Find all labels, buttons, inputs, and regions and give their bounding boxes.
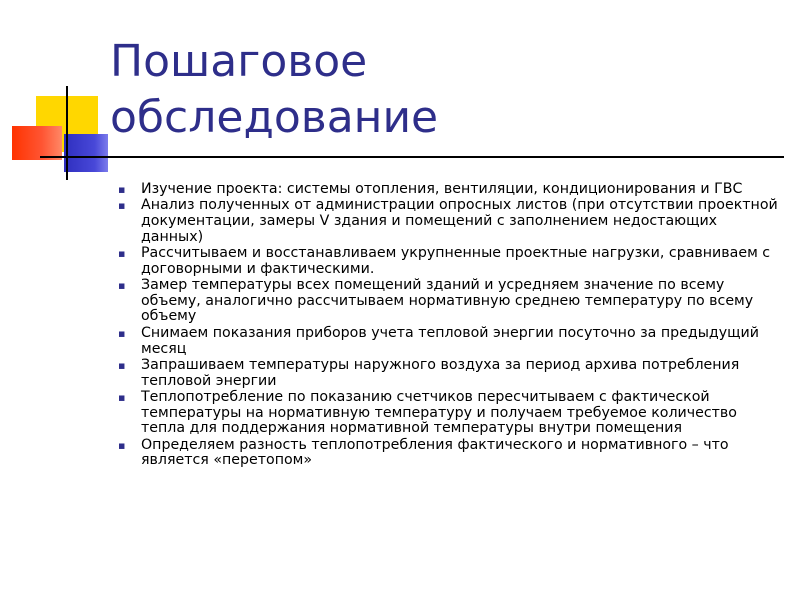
bullet-square-icon: ▪ <box>118 438 126 452</box>
bullet-square-icon: ▪ <box>118 391 126 405</box>
bullet-item <box>118 278 778 325</box>
bullet-list <box>118 182 778 470</box>
slide-title <box>110 34 770 146</box>
bullet-square-icon: ▪ <box>118 183 126 196</box>
decor-vertical-line <box>66 86 68 180</box>
decor-blue-square <box>64 134 108 172</box>
bullet-text: Запрашиваем температуры наружного воздуха за период архива потребления тепловой энергии <box>141 356 740 389</box>
bullet-text: Изучение проекта: системы отопления, вентиляции, кондиционирования и ГВС <box>141 181 743 197</box>
bullet-square-icon: ▪ <box>118 358 126 372</box>
bullet-text: Снимаем показания приборов учета тепловой энергии посуточно за предыдущий месяц <box>141 324 759 357</box>
bullet-item <box>118 390 778 437</box>
bullet-item <box>118 326 778 357</box>
bullet-square-icon: ▪ <box>118 279 126 293</box>
bullet-square-icon: ▪ <box>118 326 126 340</box>
bullet-item <box>118 198 778 245</box>
bullet-text: Теплопотребление по показанию счетчиков пересчитываем с фактической температуры на нормативную температуру и получаем требуемое количество тепла для поддержания нормативной температуры внутри помещения <box>141 389 737 437</box>
bullet-text: Замер температуры всех помещений зданий и усредняем значение по всему объему, аналогично рассчитываем нормативную среднею температуру по всему объему <box>141 277 754 325</box>
slide-title-line-2: обследование <box>110 92 439 143</box>
bullet-item <box>118 182 778 198</box>
slide-title-line-1: Пошаговое <box>110 36 368 87</box>
title-divider-line <box>40 156 784 158</box>
bullet-item <box>118 246 778 277</box>
bullet-text: Анализ полученных от администрации опросных листов (при отсутствии проектной документации, замеры V здания и помещений с заполнением недостающих данных) <box>141 197 778 245</box>
bullet-text: Определяем разность теплопотребления фактического и нормативного – что является «перетопом» <box>141 436 729 469</box>
decor-red-square <box>12 126 62 160</box>
bullet-square-icon: ▪ <box>118 199 126 213</box>
bullet-item <box>118 438 778 469</box>
bullet-item <box>118 358 778 389</box>
bullet-square-icon: ▪ <box>118 247 126 261</box>
bullet-text: Рассчитываем и восстанавливаем укрупненные проектные нагрузки, сравниваем с договорными и фактическими. <box>141 245 771 277</box>
